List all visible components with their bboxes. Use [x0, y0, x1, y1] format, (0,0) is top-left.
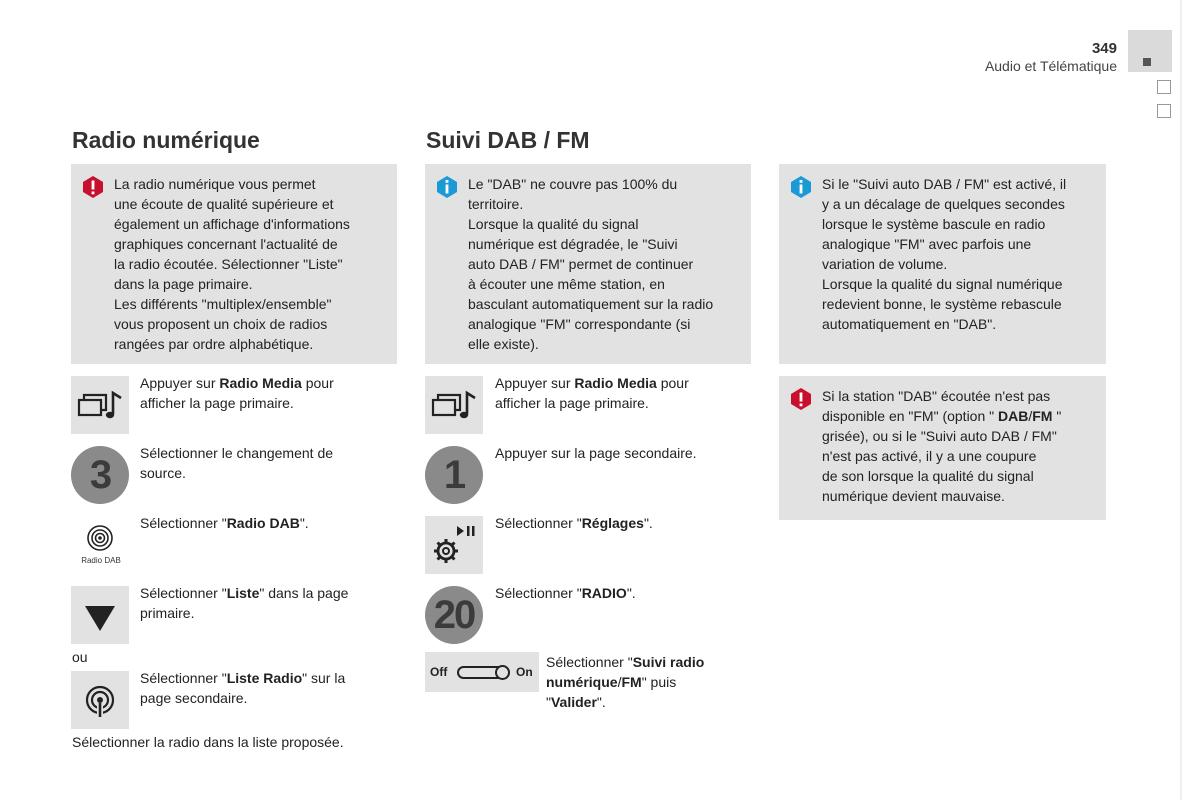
warning-line: également un affichage d'informations — [114, 216, 350, 232]
info-line: Si le "Suivi auto DAB / FM" est activé, il — [822, 176, 1067, 192]
step-text: Sélectionner "Réglages". — [495, 515, 653, 531]
warning-line: Si la station "DAB" écoutée n'est pas — [822, 388, 1051, 404]
warning-line: une écoute de qualité supérieure et — [114, 196, 334, 212]
info-icon — [437, 176, 457, 198]
info-line: elle existe). — [468, 336, 539, 352]
info-line: analogique "FM" correspondante (si — [468, 316, 691, 332]
toggle-off-label: Off — [430, 665, 448, 679]
info-line: territoire. — [468, 196, 524, 212]
warning-line: graphiques concernant l'actualité de — [114, 236, 338, 252]
step-text: Sélectionner "RADIO". — [495, 585, 636, 601]
info-line: Lorsque la qualité du signal — [468, 216, 639, 232]
page-edge — [1180, 0, 1182, 800]
warning-line: Les différents "multiplex/ensemble" — [114, 296, 332, 312]
closing-instruction: Sélectionner la radio dans la liste proposée. — [72, 734, 344, 750]
list-button-tile — [71, 586, 129, 644]
info-line: à écouter une même station, en — [468, 276, 665, 292]
warning-line: La radio numérique vous permet — [114, 176, 316, 192]
step-text: Sélectionner "Liste" dans la page primaire. — [140, 585, 349, 621]
radio-dab-icon — [71, 516, 129, 574]
toggle-knob — [495, 665, 510, 680]
section-title: Audio et Télématique — [984, 58, 1117, 74]
radio-media-icon — [425, 376, 483, 434]
radio-media-button-tile — [71, 376, 129, 434]
radio-list-button-tile — [71, 671, 129, 729]
warning-line: de son lorsque la qualité du signal — [822, 468, 1034, 484]
info-line: automatiquement en "DAB". — [822, 316, 997, 332]
warning-line: numérique devient mauvaise. — [822, 488, 1005, 504]
step-text: Sélectionner "Suivi radio numérique/FM" puis "Valider". — [546, 654, 705, 710]
broadcast-icon — [71, 671, 129, 729]
radio-media-button-tile — [425, 376, 483, 434]
info-note — [779, 164, 1106, 364]
settings-button-tile — [425, 516, 483, 574]
info-line: lorsque le système bascule en radio — [822, 216, 1046, 232]
or-separator: ou — [72, 649, 88, 665]
warning-line: n'est pas activé, il y a une coupure — [822, 448, 1037, 464]
warning-note — [779, 376, 1106, 520]
step-text: Appuyer sur la page secondaire. — [495, 445, 697, 461]
chapter-tab-empty — [1157, 104, 1171, 118]
info-line: Lorsque la qualité du signal numérique — [822, 276, 1063, 292]
chapter-tab-empty — [1157, 80, 1171, 94]
warning-note — [71, 164, 397, 364]
info-icon — [791, 176, 811, 198]
radio-media-icon — [71, 376, 129, 434]
radio-dab-button-tile — [71, 516, 129, 574]
step-text: Sélectionner "Radio DAB". — [140, 515, 309, 531]
toggle-on-label: On — [516, 665, 533, 679]
chapter-tab — [1128, 30, 1172, 72]
info-line: analogique "FM" avec parfois une — [822, 236, 1032, 252]
step-number-badge: 20 — [425, 586, 483, 644]
warning-line: disponible en "FM" (option " DAB/FM " — [822, 408, 1062, 424]
toggle-tile — [425, 652, 539, 692]
warning-line: dans la page primaire. — [114, 276, 253, 292]
step-text: Sélectionner "Liste Radio" sur la page secondaire. — [140, 670, 346, 706]
info-note — [425, 164, 751, 364]
info-line: variation de volume. — [822, 256, 948, 272]
warning-line: grisée), ou si le "Suivi auto DAB / FM" — [822, 428, 1057, 444]
warning-line: rangées par ordre alphabétique. — [114, 336, 314, 352]
info-line: numérique est dégradée, le "Suivi — [468, 236, 678, 252]
info-line: basculant automatiquement sur la radio — [468, 296, 714, 312]
info-line: Le "DAB" ne couvre pas 100% du — [468, 176, 678, 192]
info-line: redevient bonne, le système rebascule — [822, 296, 1062, 312]
page-number: 349 — [1091, 40, 1117, 57]
section-heading-radio-numerique: Radio numérique — [72, 127, 260, 153]
warning-icon — [83, 176, 103, 198]
step-number-badge: 1 — [425, 446, 483, 504]
warning-line: vous proposent un choix de radios — [114, 316, 328, 332]
info-line: auto DAB / FM" permet de continuer — [468, 256, 694, 272]
settings-gear-icon — [425, 516, 483, 574]
toggle-switch-icon — [457, 666, 509, 679]
step-number-badge: 3 — [71, 446, 129, 504]
warning-icon — [791, 388, 811, 410]
warning-line: la radio écoutée. Sélectionner "Liste" — [114, 256, 343, 272]
info-line: y a un décalage de quelques secondes — [822, 196, 1065, 212]
triangle-down-icon — [71, 586, 129, 644]
section-heading-suivi-dab-fm: Suivi DAB / FM — [426, 127, 590, 153]
step-text: Appuyer sur Radio Media pour afficher la page primaire. — [495, 375, 689, 411]
chapter-tab-square — [1143, 58, 1151, 66]
step-text: Sélectionner le changement de source. — [140, 445, 334, 481]
radio-dab-icon-caption: Radio DAB — [81, 556, 121, 565]
step-text: Appuyer sur Radio Media pour afficher la page primaire. — [140, 375, 334, 411]
